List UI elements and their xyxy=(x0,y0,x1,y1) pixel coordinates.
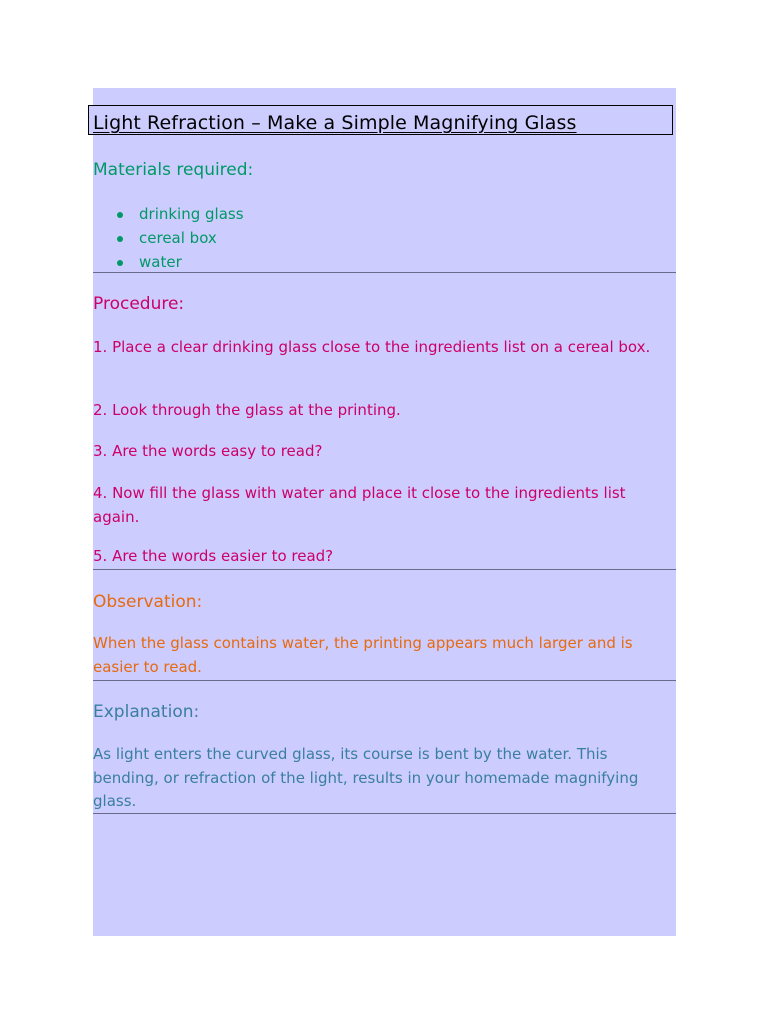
procedure-step: 5. Are the words easier to read? xyxy=(93,547,334,565)
list-item: cereal box xyxy=(115,226,244,250)
document-page xyxy=(93,88,676,936)
section-divider xyxy=(93,569,676,570)
procedure-step: 3. Are the words easy to read? xyxy=(93,442,323,460)
list-item: drinking glass xyxy=(115,202,244,226)
explanation-text: As light enters the curved glass, its course is bent by the water. This bending, or refraction of the light, results in your homemade magnifying glass. xyxy=(93,745,639,810)
materials-heading: Materials required: xyxy=(93,160,254,180)
procedure-step: 1. Place a clear drinking glass close to the ingredients list on a cereal box. xyxy=(93,338,651,356)
observation-text: When the glass contains water, the printing appears much larger and is easier to read. xyxy=(93,634,633,676)
section-divider xyxy=(93,272,676,273)
procedure-step: 2. Look through the glass at the printing. xyxy=(93,401,401,419)
observation-heading: Observation: xyxy=(93,592,203,612)
explanation-heading: Explanation: xyxy=(93,702,200,722)
materials-list xyxy=(115,202,244,274)
section-divider xyxy=(93,813,676,814)
page-title: Light Refraction – Make a Simple Magnifying Glass xyxy=(93,112,577,134)
procedure-heading: Procedure: xyxy=(93,294,185,314)
list-item: water xyxy=(115,250,244,274)
procedure-step: 4. Now fill the glass with water and place it close to the ingredients list again. xyxy=(93,484,626,526)
section-divider xyxy=(93,680,676,681)
